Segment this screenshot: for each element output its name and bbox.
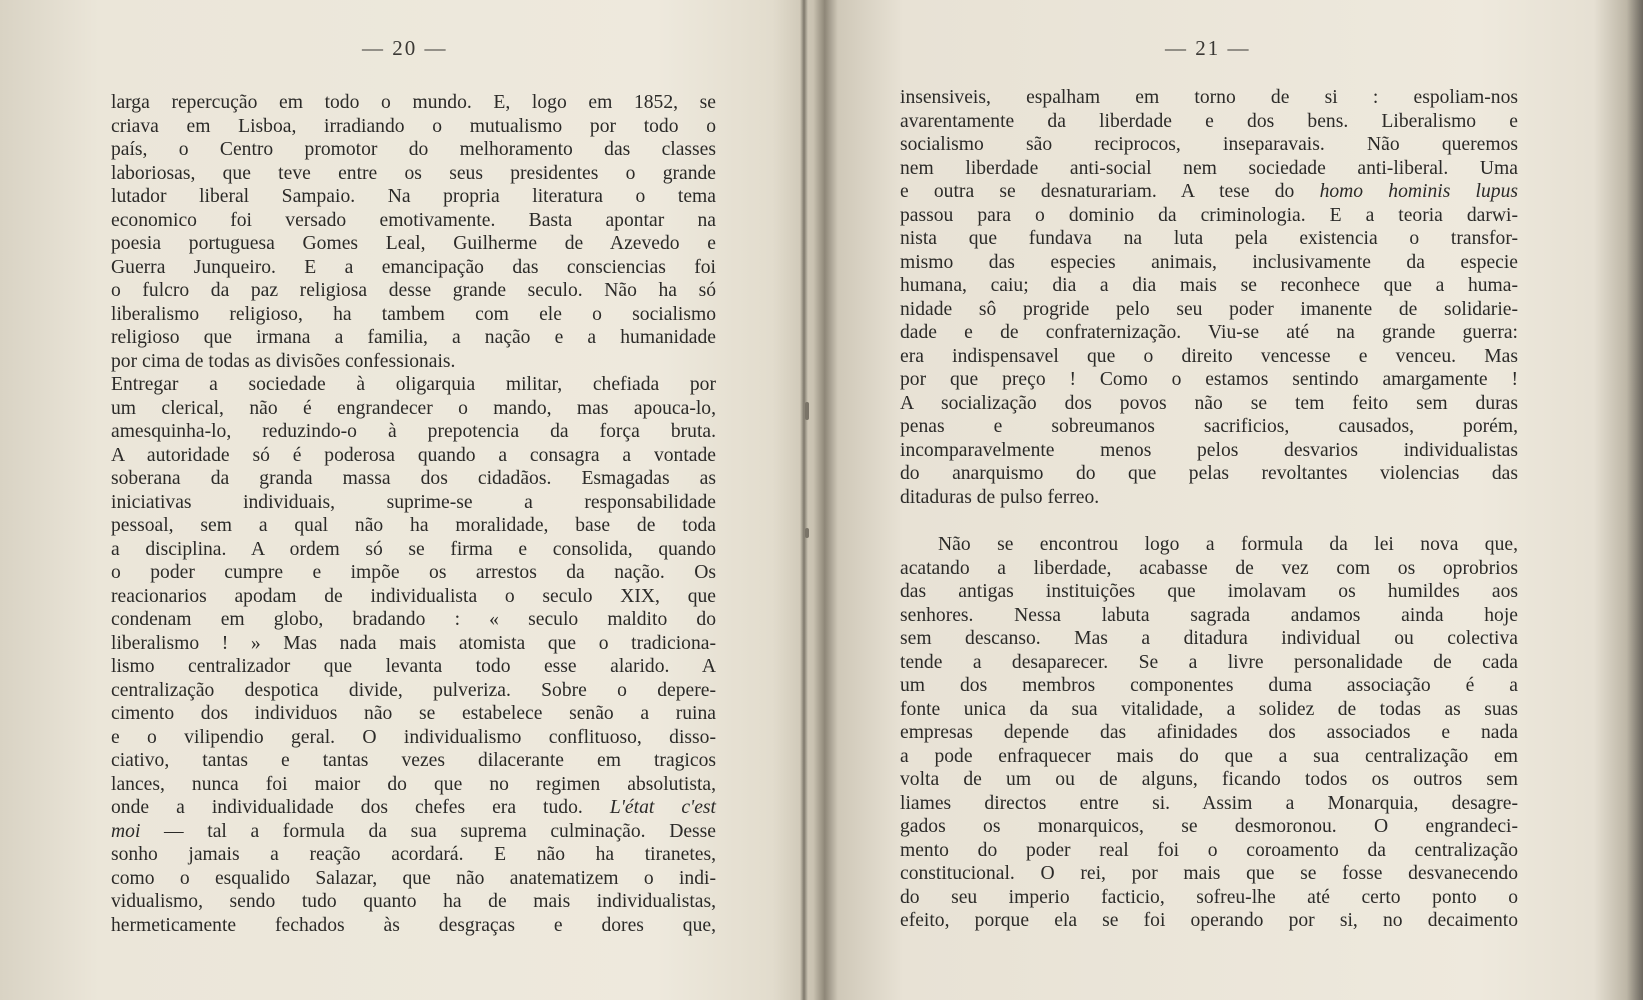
page-number: — 20 — <box>362 36 448 60</box>
text-line: pessoal, sem a qual não ha moralidade, base de toda <box>111 515 716 536</box>
text-line: hermeticamente fechados às desgraças e dores que, <box>111 914 716 936</box>
text-line: gados os monarquicos, se desmoronou. O engrandeci- <box>900 816 1518 837</box>
italic-phrase: homo hominis lupus <box>1319 181 1518 202</box>
text-line: Entregar a sociedade à oligarquia militar, chefiada por <box>111 374 716 395</box>
text-line: por que preço ! Como o estamos sentindo amargamente ! <box>900 369 1518 390</box>
text-line: país, o Centro promotor do melhoramento das classes <box>111 139 716 160</box>
text-line: como o esqualido Salazar, que não anatematizem o indi- <box>111 867 716 889</box>
text-segment: — tal a formula da sua suprema culminação. Desse <box>164 820 716 842</box>
text-line: insensiveis, espalham em torno de si : espoliam-nos <box>900 87 1518 108</box>
text-line <box>111 796 716 820</box>
text-line: a pode enfraquecer mais do que a sua centralização em <box>900 745 1518 767</box>
text-line: efeito, porque ela se foi operando por si, no decaimento <box>900 910 1518 931</box>
text-line: passou para o dominio da criminologia. E a teoria darwi- <box>900 204 1518 226</box>
text-line: o fulcro da paz religiosa desse grande seculo. Não ha só <box>111 280 716 301</box>
text-line: constitucional. O rei, por mais que se fosse desvanecendo <box>900 863 1518 884</box>
text-segment: onde a individualidade dos chefes era tudo. <box>111 797 583 818</box>
book-gutter <box>800 0 808 1000</box>
text-line: soberana da granda massa dos cidadãos. Esmagadas as <box>111 468 716 489</box>
text-line: o poder cumpre e impõe os arrestos da nação. Os <box>111 562 716 583</box>
italic-phrase: L'état c'est <box>609 797 717 818</box>
text-line: Não se encontrou logo a formula da lei nova que, <box>938 534 1518 555</box>
text-line: do seu imperio facticio, sofreu-lhe até certo ponto o <box>900 886 1518 908</box>
text-line <box>111 820 716 844</box>
text-line: incomparavelmente menos pelos desvarios individualistas <box>900 439 1518 461</box>
text-line: sonho jamais a reação acordará. E não ha tiranetes, <box>111 844 716 865</box>
text-line: religioso que irmana a familia, a nação e a humanidade <box>111 327 716 348</box>
text-line: empresas depende das afinidades dos associados e nada <box>900 722 1518 743</box>
text-line: um dos membros componentes duma associação é a <box>900 675 1518 696</box>
page-number: — 21 — <box>1165 36 1251 60</box>
text-line: centralização despotica divide, pulveriza. Sobre o depere- <box>111 679 716 701</box>
text-line: condenam em globo, bradando : « seculo maldito do <box>111 609 716 630</box>
text-line: liberalismo ! » Mas nada mais atomista que o tradiciona- <box>111 632 716 654</box>
text-line: mento do poder real foi o coroamento da centralização <box>900 839 1518 861</box>
page-body-text <box>111 91 716 937</box>
right-page <box>808 0 1643 1000</box>
text-line: era indispensavel que o direito vencesse e venceu. Mas <box>900 345 1518 367</box>
text-line: penas e sobreumanos sacrificios, causados, porém, <box>900 416 1518 437</box>
text-line: liberalismo religioso, ha tambem com ele o socialismo <box>111 303 716 325</box>
text-line: nem liberdade anti-social nem sociedade anti-liberal. Uma <box>900 157 1518 179</box>
text-line: do anarquismo do que pelas revoltantes violencias das <box>900 463 1518 484</box>
text-line: humana, caiu; dia a dia mais se reconhece que a huma- <box>900 275 1518 296</box>
page-body-text <box>900 86 1518 933</box>
text-segment: e outra se desnaturariam. A tese do <box>900 181 1295 202</box>
text-line: amesquinha-lo, reduzindo-o à prepotencia da força bruta. <box>111 421 716 442</box>
text-line <box>900 180 1518 204</box>
text-line: ditaduras de pulso ferreo. <box>900 486 1100 508</box>
text-line: sem descanso. Mas a ditadura individual ou colectiva <box>900 628 1518 649</box>
text-line: lances, nunca foi maior do que no regimen absolutista, <box>111 773 716 795</box>
italic-phrase: moi <box>111 820 141 842</box>
text-line: reacionarios apodam de individualista o seculo XIX, que <box>111 585 716 607</box>
text-line: iniciativas individuais, suprime-se a responsabilidade <box>111 491 716 513</box>
text-line: lismo centralizador que levanta todo esse alarido. A <box>111 656 716 677</box>
text-line: tende a desaparecer. Se a livre personalidade de cada <box>900 651 1518 673</box>
text-line: fonte unica da sua vitalidade, a solidez de todas as suas <box>900 698 1518 720</box>
paragraph-gap <box>900 509 1518 533</box>
text-line: cimento dos individuos não se estabelece senão a ruina <box>111 703 716 724</box>
text-line: ciativo, tantas e tantas vezes dilacerante em tragicos <box>111 750 716 771</box>
text-line: socialismo são reciprocos, inseparavais. Não queremos <box>900 134 1518 155</box>
text-line: liames directos entre si. Assim a Monarquia, desagre- <box>900 792 1518 814</box>
text-line: A socialização dos povos não se tem feito sem duras <box>900 392 1518 414</box>
left-page <box>0 0 800 1000</box>
text-line: das antigas instituições que imolavam os humildes aos <box>900 581 1518 602</box>
text-line: lutador liberal Sampaio. Na propria literatura o tema <box>111 186 716 207</box>
text-line: Guerra Junqueiro. E a emancipação das consciencias foi <box>111 256 716 278</box>
text-line: A autoridade só é poderosa quando a consagra a vontade <box>111 444 716 466</box>
text-line: acatando a liberdade, acabasse de vez com os oprobrios <box>900 557 1518 579</box>
text-line: larga repercução em todo o mundo. E, logo em 1852, se <box>111 92 716 113</box>
text-line: volta de um ou de alguns, ficando todos os outros sem <box>900 769 1518 790</box>
text-line: dade e de confraternização. Viu-se até na grande guerra: <box>900 322 1518 343</box>
text-line: laboriosas, que teve entre os seus presidentes o grande <box>111 162 716 184</box>
text-line: a disciplina. A ordem só se firma e consolida, quando <box>111 538 716 560</box>
text-line: senhores. Nessa labuta sagrada andamos ainda hoje <box>900 604 1518 626</box>
text-line: um clerical, não é engrandecer o mando, mas apouca-lo, <box>111 397 716 419</box>
text-line: e o vilipendio geral. O individualismo conflituoso, disso- <box>111 726 716 748</box>
text-line: economico foi versado emotivamente. Basta apontar na <box>111 209 716 231</box>
text-line: vidualismo, sendo tudo quanto ha de mais individualistas, <box>111 891 716 912</box>
text-line: nidade sô progride pelo seu poder imanente de solidarie- <box>900 298 1518 320</box>
text-line: criava em Lisboa, irradiando o mutualismo por todo o <box>111 115 716 137</box>
text-line: poesia portuguesa Gomes Leal, Guilherme de Azevedo e <box>111 233 716 254</box>
text-line: mismo das especies animais, inclusivamente da especie <box>900 251 1518 273</box>
text-line: avarentamente da liberdade e dos bens. Liberalismo e <box>900 110 1518 132</box>
text-line: nista que fundava na luta pela existencia o transfor- <box>900 228 1518 249</box>
text-line: por cima de todas as divisões confessionais. <box>111 350 456 372</box>
